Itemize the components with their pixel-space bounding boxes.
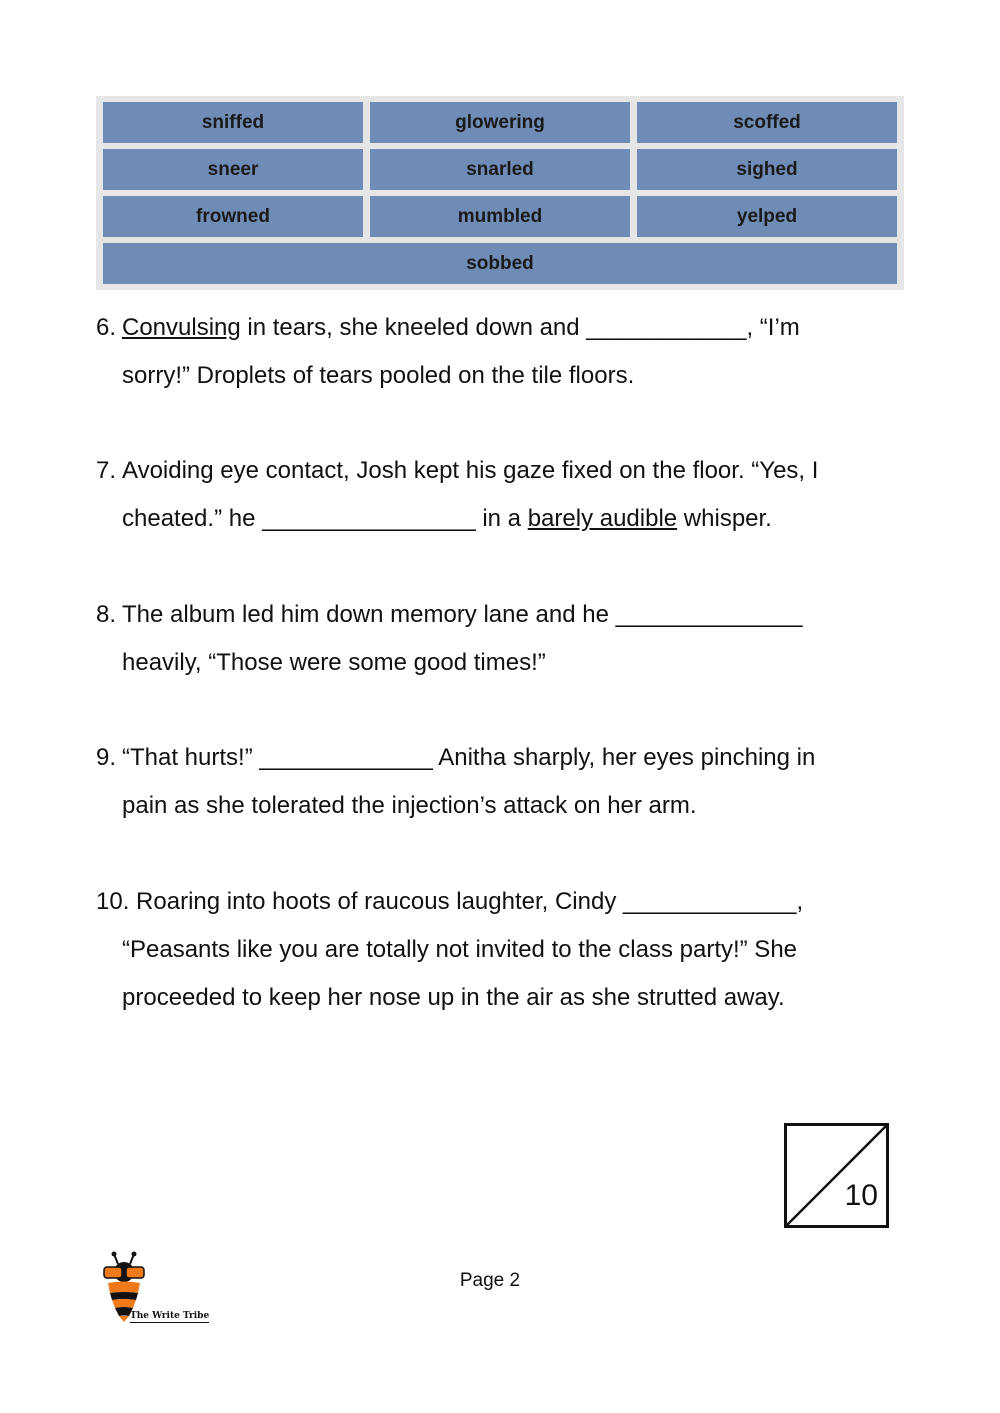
question-number: 9. bbox=[96, 744, 117, 771]
question-text: cheated.” he ________________ in a bbox=[122, 505, 528, 532]
underlined-word: Convulsing bbox=[122, 314, 241, 341]
word-bank-cell: scoffed bbox=[637, 102, 897, 143]
word-bank-cell: sniffed bbox=[103, 102, 363, 143]
word-bank-cell: sneer bbox=[103, 149, 363, 190]
question-10 bbox=[96, 878, 908, 1022]
question-number: 7. bbox=[96, 457, 117, 484]
word-bank-cell: mumbled bbox=[370, 196, 630, 237]
question-text: proceeded to keep her nose up in the air as she strutted away. bbox=[122, 984, 785, 1011]
question-text: The album led him down memory lane and he ______________ bbox=[122, 601, 803, 628]
question-number: 10. bbox=[96, 888, 130, 915]
question-text: sorry!” Droplets of tears pooled on the tile floors. bbox=[122, 362, 635, 389]
word-bank-cell: snarled bbox=[370, 149, 630, 190]
question-6 bbox=[96, 304, 908, 400]
question-7 bbox=[96, 447, 908, 543]
underlined-phrase: barely audible bbox=[527, 505, 678, 532]
question-number: 6. bbox=[96, 314, 117, 341]
question-text: “Peasants like you are totally not invited to the class party!” She bbox=[122, 936, 798, 963]
question-text: heavily, “Those were some good times!” bbox=[122, 649, 546, 676]
question-line bbox=[96, 495, 908, 543]
question-text: pain as she tolerated the injection’s attack on her arm. bbox=[122, 792, 697, 819]
word-bank-cell: glowering bbox=[370, 102, 630, 143]
word-bank-cell-wide: sobbed bbox=[103, 243, 897, 284]
score-box bbox=[784, 1123, 889, 1228]
word-bank-cell: yelped bbox=[637, 196, 897, 237]
word-bank-cell: sighed bbox=[637, 149, 897, 190]
question-text: Roaring into hoots of raucous laughter, Cindy _____________, bbox=[129, 888, 804, 915]
question-text: “That hurts!” _____________ Anitha sharply, her eyes pinching in bbox=[122, 744, 816, 771]
word-bank-table bbox=[96, 96, 904, 290]
question-text: in tears, she kneeled down and ____________, “I’m bbox=[240, 314, 800, 341]
logo-text: The Write Tribe bbox=[130, 1311, 210, 1321]
score-total: 10 bbox=[844, 1179, 878, 1212]
question-text: whisper. bbox=[677, 505, 772, 532]
question-8 bbox=[96, 591, 908, 687]
word-bank-cell: frowned bbox=[103, 196, 363, 237]
question-number: 8. bbox=[96, 601, 117, 628]
question-text: Avoiding eye contact, Josh kept his gaze fixed on the floor. “Yes, I bbox=[122, 457, 819, 484]
page-number: Page 2 bbox=[459, 1270, 521, 1291]
question-9 bbox=[96, 734, 908, 830]
